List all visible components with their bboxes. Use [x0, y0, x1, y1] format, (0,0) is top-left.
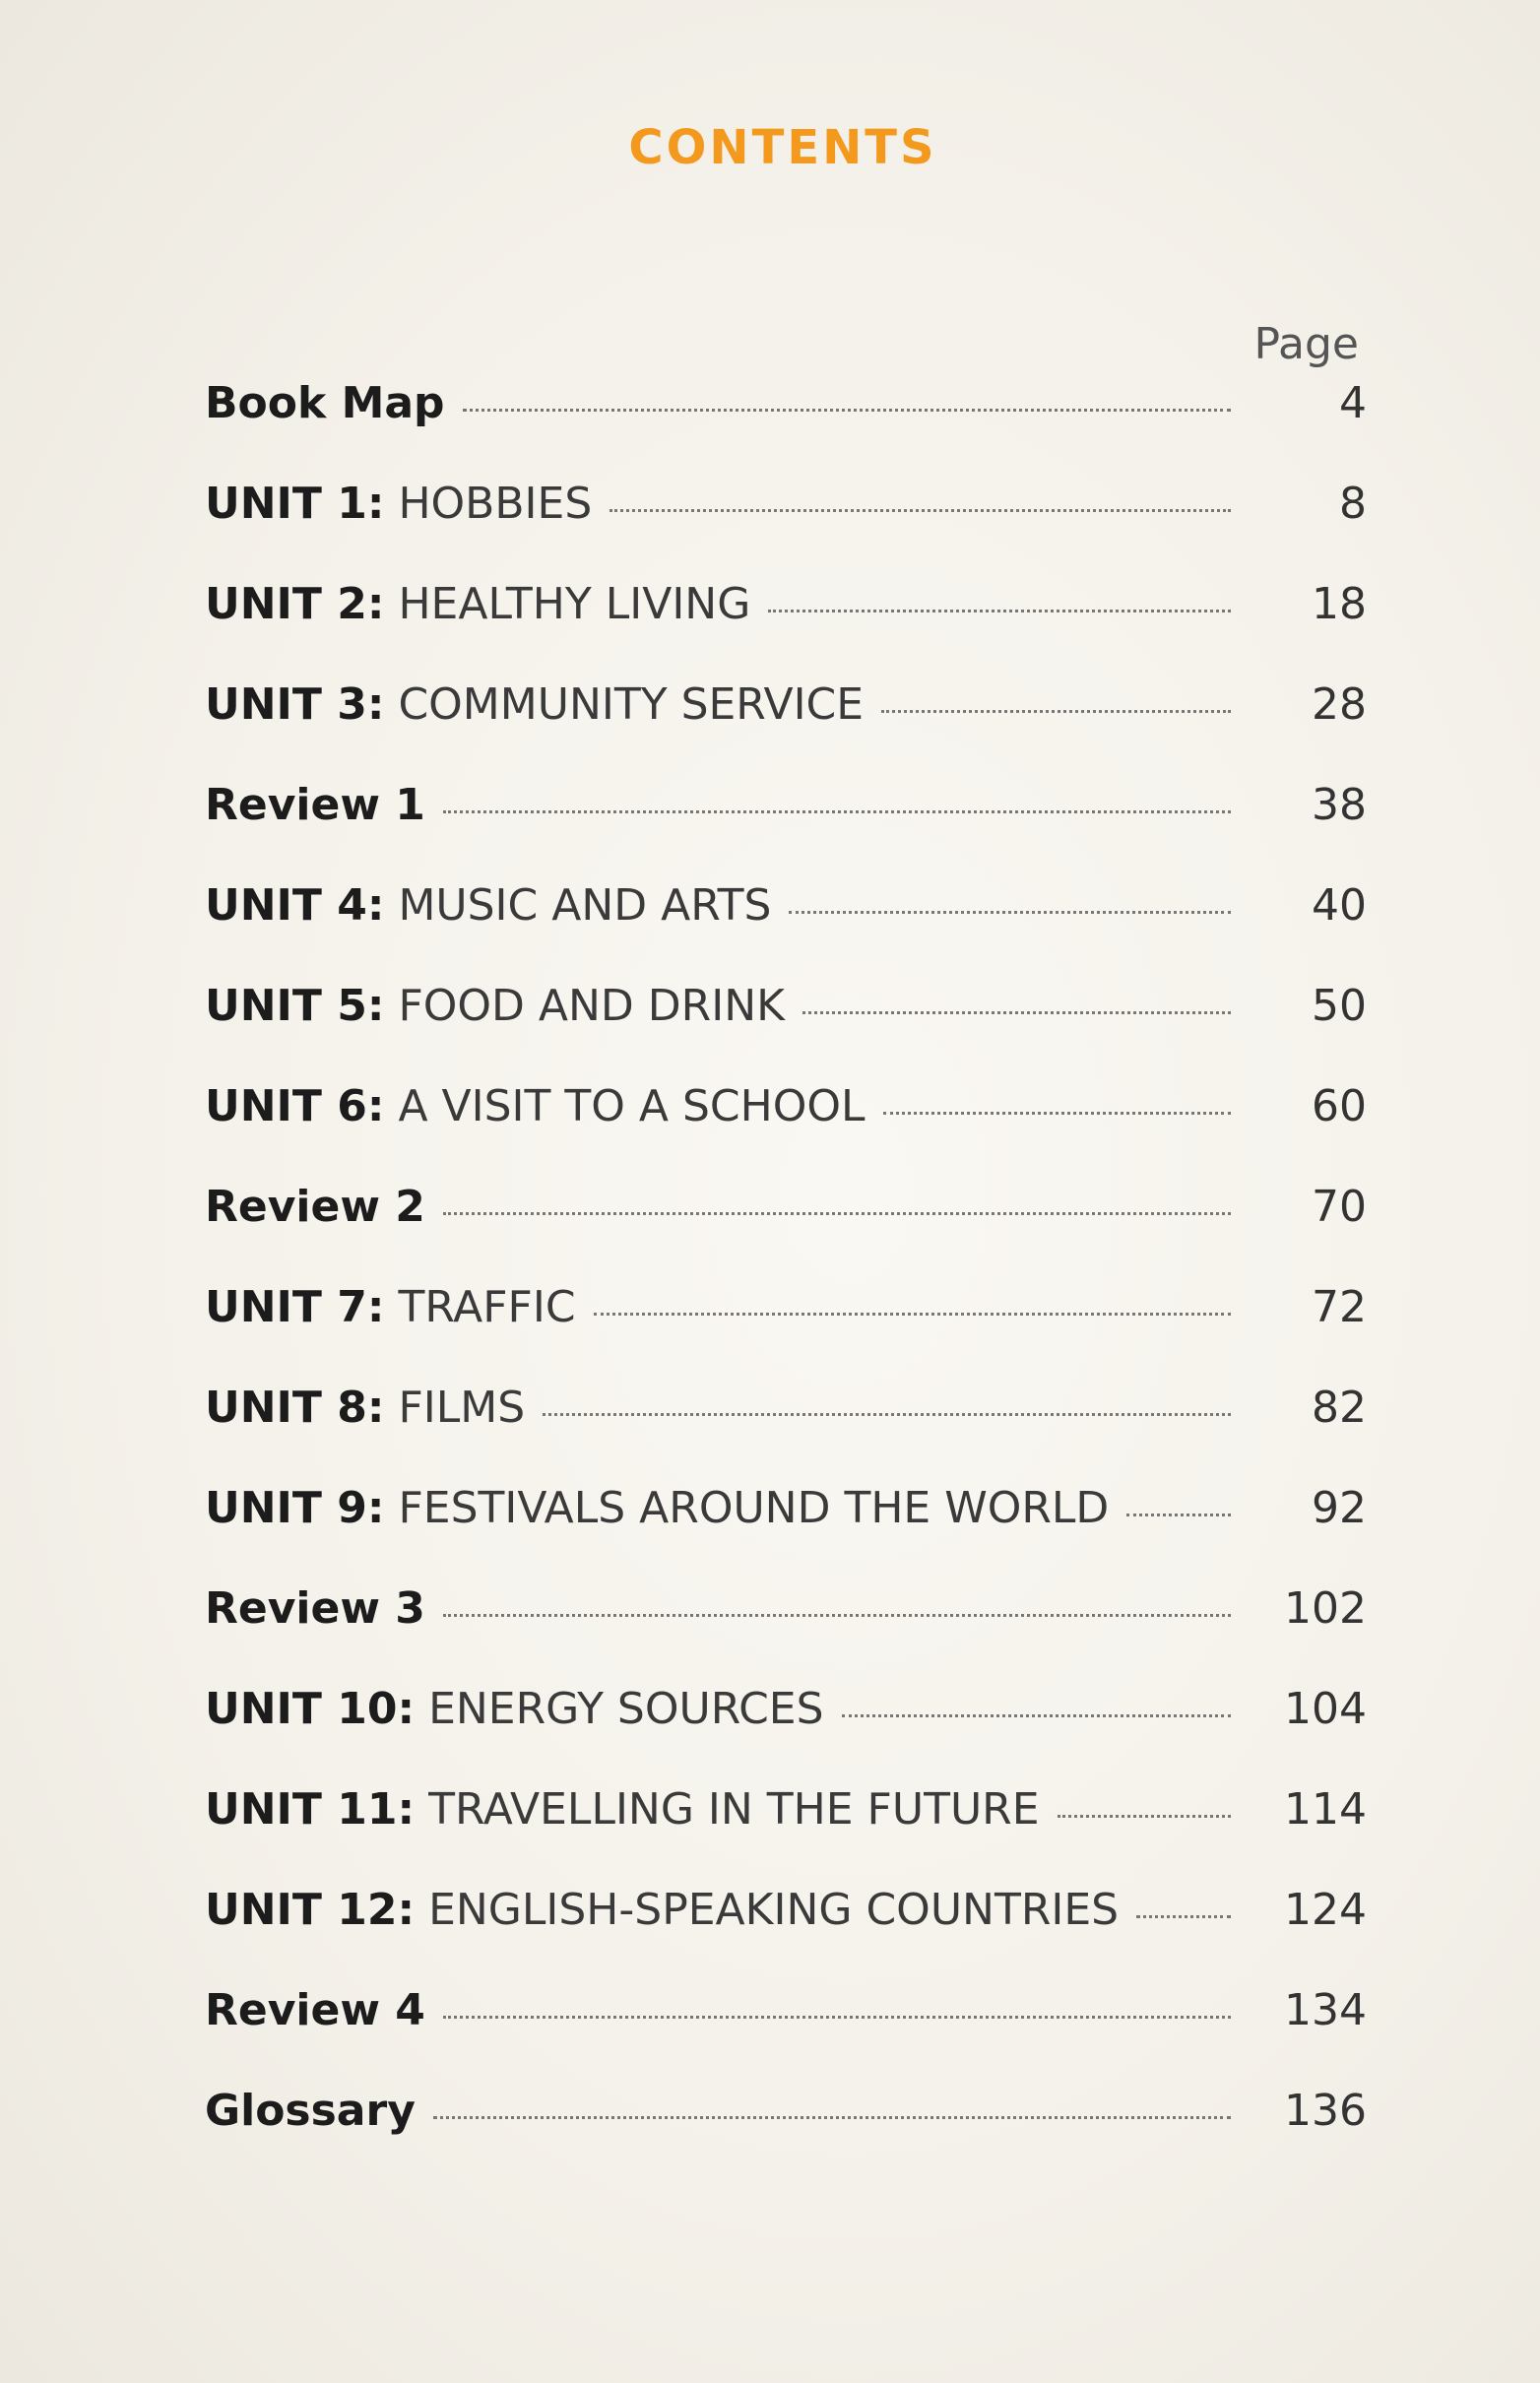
toc-entry-label [205, 880, 771, 931]
toc-entry-label [205, 1081, 866, 1131]
toc-entry[interactable] [205, 1583, 1367, 1684]
toc-entry-label [205, 378, 445, 428]
toc-entry-label [205, 1383, 525, 1433]
toc-page-number: 92 [1312, 1483, 1367, 1533]
toc-page-number: 136 [1284, 2086, 1367, 2136]
toc-entry-title: TRAVELLING IN THE FUTURE [415, 1784, 1040, 1835]
toc-entry-heading: UNIT 1: [205, 479, 385, 529]
dot-leader [543, 1413, 1231, 1416]
dot-leader [443, 810, 1231, 813]
toc-entry-label [205, 981, 785, 1031]
toc-entry-label [205, 1583, 425, 1634]
toc-entry-title: A VISIT TO A SCHOOL [384, 1081, 866, 1131]
toc-entry-label [205, 1182, 425, 1232]
dot-leader [768, 610, 1231, 612]
dot-leader [443, 2016, 1231, 2019]
dot-leader [802, 1011, 1231, 1014]
toc-entry-heading: UNIT 5: [205, 981, 385, 1031]
dot-leader [881, 710, 1231, 713]
toc-entry-title: COMMUNITY SERVICE [384, 679, 865, 730]
toc-entry-label [205, 679, 864, 730]
toc-entry-heading: UNIT 8: [205, 1383, 385, 1433]
dot-leader [463, 409, 1231, 412]
toc-entry[interactable] [205, 1383, 1367, 1483]
toc-page-number: 104 [1284, 1684, 1367, 1734]
toc-entry[interactable] [205, 1182, 1367, 1282]
dot-leader [443, 1212, 1231, 1215]
toc-page-number: 72 [1312, 1282, 1367, 1332]
toc-entry-title: FESTIVALS AROUND THE WORLD [384, 1483, 1110, 1533]
toc-entry-heading: UNIT 3: [205, 679, 385, 730]
toc-entry-label [205, 1483, 1109, 1533]
toc-entry[interactable] [205, 1081, 1367, 1182]
toc-entry[interactable] [205, 1483, 1367, 1583]
toc-entry-heading: Glossary [205, 2086, 416, 2136]
toc-entry[interactable] [205, 1784, 1367, 1885]
toc-entry-heading: Review 2 [205, 1182, 425, 1232]
toc-entry-heading: UNIT 9: [205, 1483, 385, 1533]
toc-entry-heading: UNIT 2: [205, 579, 385, 629]
toc-entry-title: FILMS [384, 1383, 526, 1433]
toc-page-number: 50 [1312, 981, 1367, 1031]
toc-entry-title: MUSIC AND ARTS [384, 880, 772, 931]
toc-entry-label [205, 1282, 576, 1332]
toc-entry[interactable] [205, 1282, 1367, 1383]
dot-leader [443, 1614, 1231, 1617]
toc-entry-heading: Review 4 [205, 1985, 425, 2035]
dot-leader [1136, 1915, 1231, 1918]
toc-page-number: 40 [1312, 880, 1367, 931]
toc-page-number: 4 [1339, 378, 1367, 428]
toc-entry-heading: UNIT 12: [205, 1885, 416, 1935]
toc-entry-heading: UNIT 4: [205, 880, 385, 931]
toc-entry[interactable] [205, 1885, 1367, 1985]
toc-entry[interactable] [205, 981, 1367, 1081]
toc-entry-title: HOBBIES [384, 479, 593, 529]
page-column-header: Page [1253, 319, 1359, 369]
toc-entry-heading: UNIT 7: [205, 1282, 385, 1332]
toc-entry-title: ENGLISH-SPEAKING COUNTRIES [415, 1885, 1120, 1935]
toc-entry[interactable] [205, 679, 1367, 780]
dot-leader [883, 1112, 1232, 1115]
toc-entry-heading: Review 3 [205, 1583, 425, 1634]
dot-leader [789, 911, 1231, 914]
toc-page-number: 114 [1284, 1784, 1367, 1835]
toc-entry-heading: UNIT 11: [205, 1784, 416, 1835]
toc-entry-title: TRAFFIC [384, 1282, 576, 1332]
toc-entry-title: FOOD AND DRINK [384, 981, 785, 1031]
toc-entry-label [205, 479, 592, 529]
toc-entry-label [205, 1885, 1119, 1935]
toc-entry-label [205, 780, 425, 830]
dot-leader [594, 1313, 1231, 1316]
toc-page-number: 8 [1339, 479, 1367, 529]
page-title: CONTENTS [628, 120, 937, 175]
toc-page-number: 38 [1312, 780, 1367, 830]
toc-entry-title: HEALTHY LIVING [384, 579, 751, 629]
dot-leader [433, 2116, 1231, 2119]
toc-entry-heading: UNIT 10: [205, 1684, 416, 1734]
table-of-contents [205, 378, 1367, 2186]
toc-page-number: 28 [1312, 679, 1367, 730]
toc-page-number: 82 [1312, 1383, 1367, 1433]
toc-entry-label [205, 1684, 824, 1734]
toc-entry[interactable] [205, 378, 1367, 479]
toc-entry[interactable] [205, 780, 1367, 880]
toc-entry-label [205, 2086, 416, 2136]
dot-leader [1058, 1815, 1231, 1818]
toc-page-number: 70 [1312, 1182, 1367, 1232]
toc-page-number: 134 [1284, 1985, 1367, 2035]
toc-entry-heading: Book Map [205, 378, 445, 428]
toc-entry-label [205, 1784, 1040, 1835]
dot-leader [842, 1714, 1231, 1717]
toc-entry[interactable] [205, 579, 1367, 679]
toc-entry[interactable] [205, 1985, 1367, 2086]
toc-entry-label [205, 579, 750, 629]
toc-page-number: 102 [1284, 1583, 1367, 1634]
toc-page-number: 124 [1284, 1885, 1367, 1935]
toc-entry[interactable] [205, 479, 1367, 579]
toc-entry-heading: Review 1 [205, 780, 425, 830]
toc-page-number: 60 [1312, 1081, 1367, 1131]
toc-entry[interactable] [205, 1684, 1367, 1784]
toc-entry-heading: UNIT 6: [205, 1081, 385, 1131]
toc-page-number: 18 [1312, 579, 1367, 629]
toc-entry[interactable] [205, 2086, 1367, 2186]
dot-leader [1126, 1514, 1231, 1516]
toc-entry-label [205, 1985, 425, 2035]
toc-entry[interactable] [205, 880, 1367, 981]
dot-leader [610, 509, 1231, 512]
toc-entry-title: ENERGY SOURCES [415, 1684, 824, 1734]
